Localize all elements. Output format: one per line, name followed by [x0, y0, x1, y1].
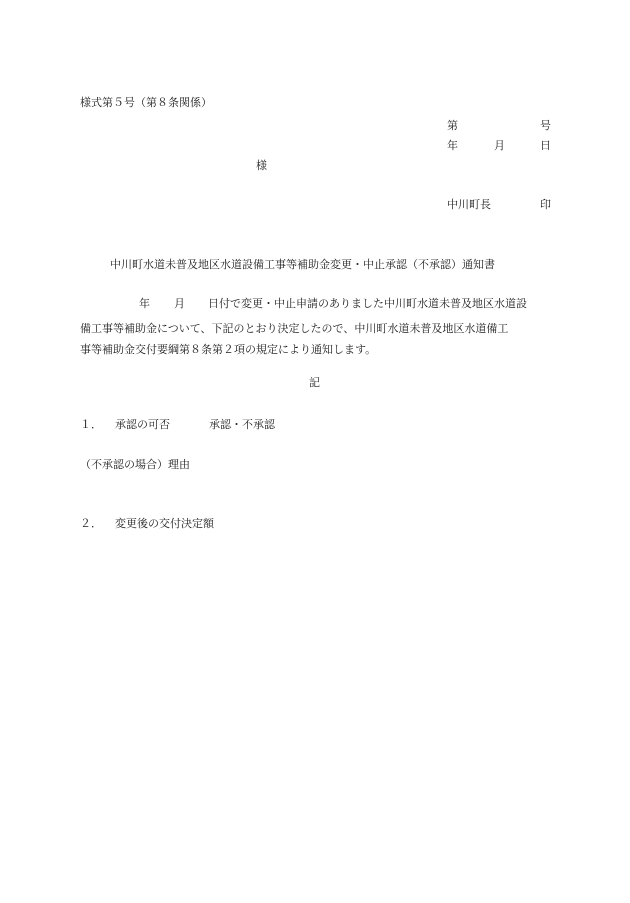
document-number-suffix: 号 [540, 119, 551, 132]
body-text-line1: 日付で変更・中止申請のありました中川町水道未普及地区水道設 [208, 297, 527, 310]
body-date-month: 月 [174, 297, 185, 310]
item-value: 承認・不承認 [209, 418, 275, 431]
date-day-label: 日 [540, 139, 551, 152]
document-number-prefix: 第 [447, 119, 458, 132]
reason-label: （不承認の場合）理由 [80, 458, 190, 471]
body-text-rest: 備工事等補助金について、下記のとおり決定したので、中川町水道未普及地区水道備工 事等補助金交付要綱第８条第２項の規定により通知します。 [80, 322, 509, 356]
issuer-seal: 印 [540, 198, 551, 211]
item-number: ２． [80, 517, 102, 530]
ki-heading: 記 [309, 376, 320, 389]
date-month-label: 月 [494, 139, 505, 152]
item-number: １． [80, 418, 102, 431]
item-label: 承認の可否 [115, 418, 170, 431]
date-year-label: 年 [447, 139, 458, 152]
document-title: 中川町水道未普及地区水道設備工事等補助金変更・中止承認（不承認）通知書 [110, 258, 495, 271]
form-number: 様式第５号（第８条関係） [80, 96, 212, 109]
body-date-year: 年 [139, 297, 150, 310]
issuer-name: 中川町長 [447, 198, 491, 211]
item-label: 変更後の交付決定額 [115, 517, 214, 530]
recipient-honorific: 様 [256, 159, 267, 172]
